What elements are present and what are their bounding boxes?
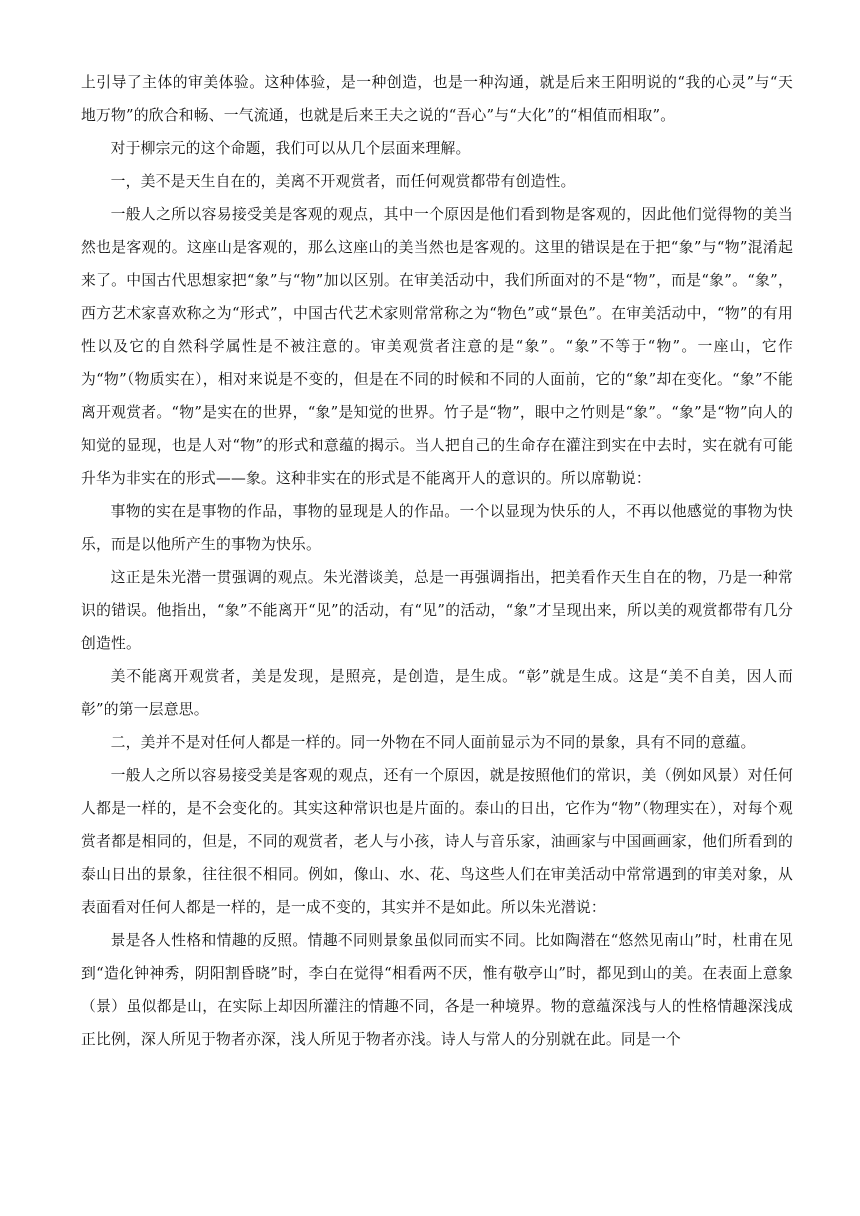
document-body: [81, 66, 793, 1056]
quote-schiller: 事物的实在是事物的作品，事物的显现是人的作品。一个以显现为快乐的人，不再以他感觉的事物为快乐，而是以他所产生的事物为快乐。: [81, 503, 793, 553]
paragraph-1: 上引导了主体的审美体验。这种体验，是一种创造，也是一种沟通，就是后来王阳明说的“我的心灵”与“天地万物”的欣合和畅、一气流通，也就是后来王夫之说的“吾心”与“大化”的“相值而相取”。: [81, 74, 793, 124]
paragraph-4: 一般人之所以容易接受美是客观的观点，其中一个原因是他们看到物是客观的，因此他们觉得物的美当然也是客观的。这座山是客观的，那么这座山的美当然也是客观的。这里的错误是在于把“象”与“物”混淆起来了。中国古代思想家把“象”与“物”加以区别。在审美活动中，我们所面对的不是“物”，而是“象”。“象”，西方艺术家喜欢称之为“形式”，中国古代艺术家则常常称之为“物色”或“景色”。在审美活动中，“物”的有用性以及它的自然科学属性是不被注意的。审美观赏者注意的是“象”。“象”不等于“物”。一座山，它作为“物”（物质实在），相对来说是不变的，但是在不同的时候和不同的人面前，它的“象”却在变化。“象”不能离开观赏者。“物”是实在的世界，“象”是知觉的世界。竹子是“物”，眼中之竹则是“象”。“象”是“物”向人的知觉的显现，也是人对“物”的形式和意蕴的揭示。当人把自己的生命存在灌注到实在中去时，实在就有可能升华为非实在的形式——象。这种非实在的形式是不能离开人的意识的。所以席勒说：: [81, 206, 793, 487]
section-heading-1: 一，美不是天生自在的，美离不开观赏者，而任何观赏都带有创造性。: [110, 173, 576, 190]
section-heading-2: 二，美并不是对任何人都是一样的。同一外物在不同人面前显示为不同的景象，具有不同的意蕴。: [110, 734, 756, 751]
paragraph-6: 这正是朱光潜一贯强调的观点。朱光潜谈美，总是一再强调指出，把美看作天生自在的物，乃是一种常识的错误。他指出，“象”不能离开“见”的活动，有“见”的活动，“象”才呈现出来，所以美的观赏都带有几分创造性。: [81, 569, 793, 652]
paragraph-9: 一般人之所以容易接受美是客观的观点，还有一个原因，就是按照他们的常识，美（例如风景）对任何人都是一样的，是不会变化的。其实这种常识也是片面的。泰山的日出，它作为“物”（物理实在），对每个观赏者都是相同的，但是，不同的观赏者，老人与小孩，诗人与音乐家，油画家与中国画画家，他们所看到的泰山日出的景象，往往很不相同。例如，像山、水、花、鸟这些人们在审美活动中常常遇到的审美对象，从表面看对任何人都是一样的，是一成不变的，其实并不是如此。所以朱光潜说：: [81, 767, 793, 916]
paragraph-7: 美不能离开观赏者，美是发现，是照亮，是创造，是生成。“彰”就是生成。这是“美不自美，因人而彰”的第一层意思。: [81, 668, 793, 718]
paragraph-2: 对于柳宗元的这个命题，我们可以从几个层面来理解。: [110, 140, 471, 157]
quote-zhu-guangqian: 景是各人性格和情趣的反照。情趣不同则景象虽似同而实不同。比如陶潜在“悠然见南山”时，杜甫在见到“造化钟神秀，阴阳割昏晓”时，李白在觉得“相看两不厌，惟有敬亭山”时，都见到山的美。在表面上意象（景）虽似都是山，在实际上却因所灌注的情趣不同，各是一种境界。物的意蕴深浅与人的性格情趣深浅成正比例，深人所见于物者亦深，浅人所见于物者亦浅。诗人与常人的分别就在此。同是一个: [81, 932, 793, 1048]
